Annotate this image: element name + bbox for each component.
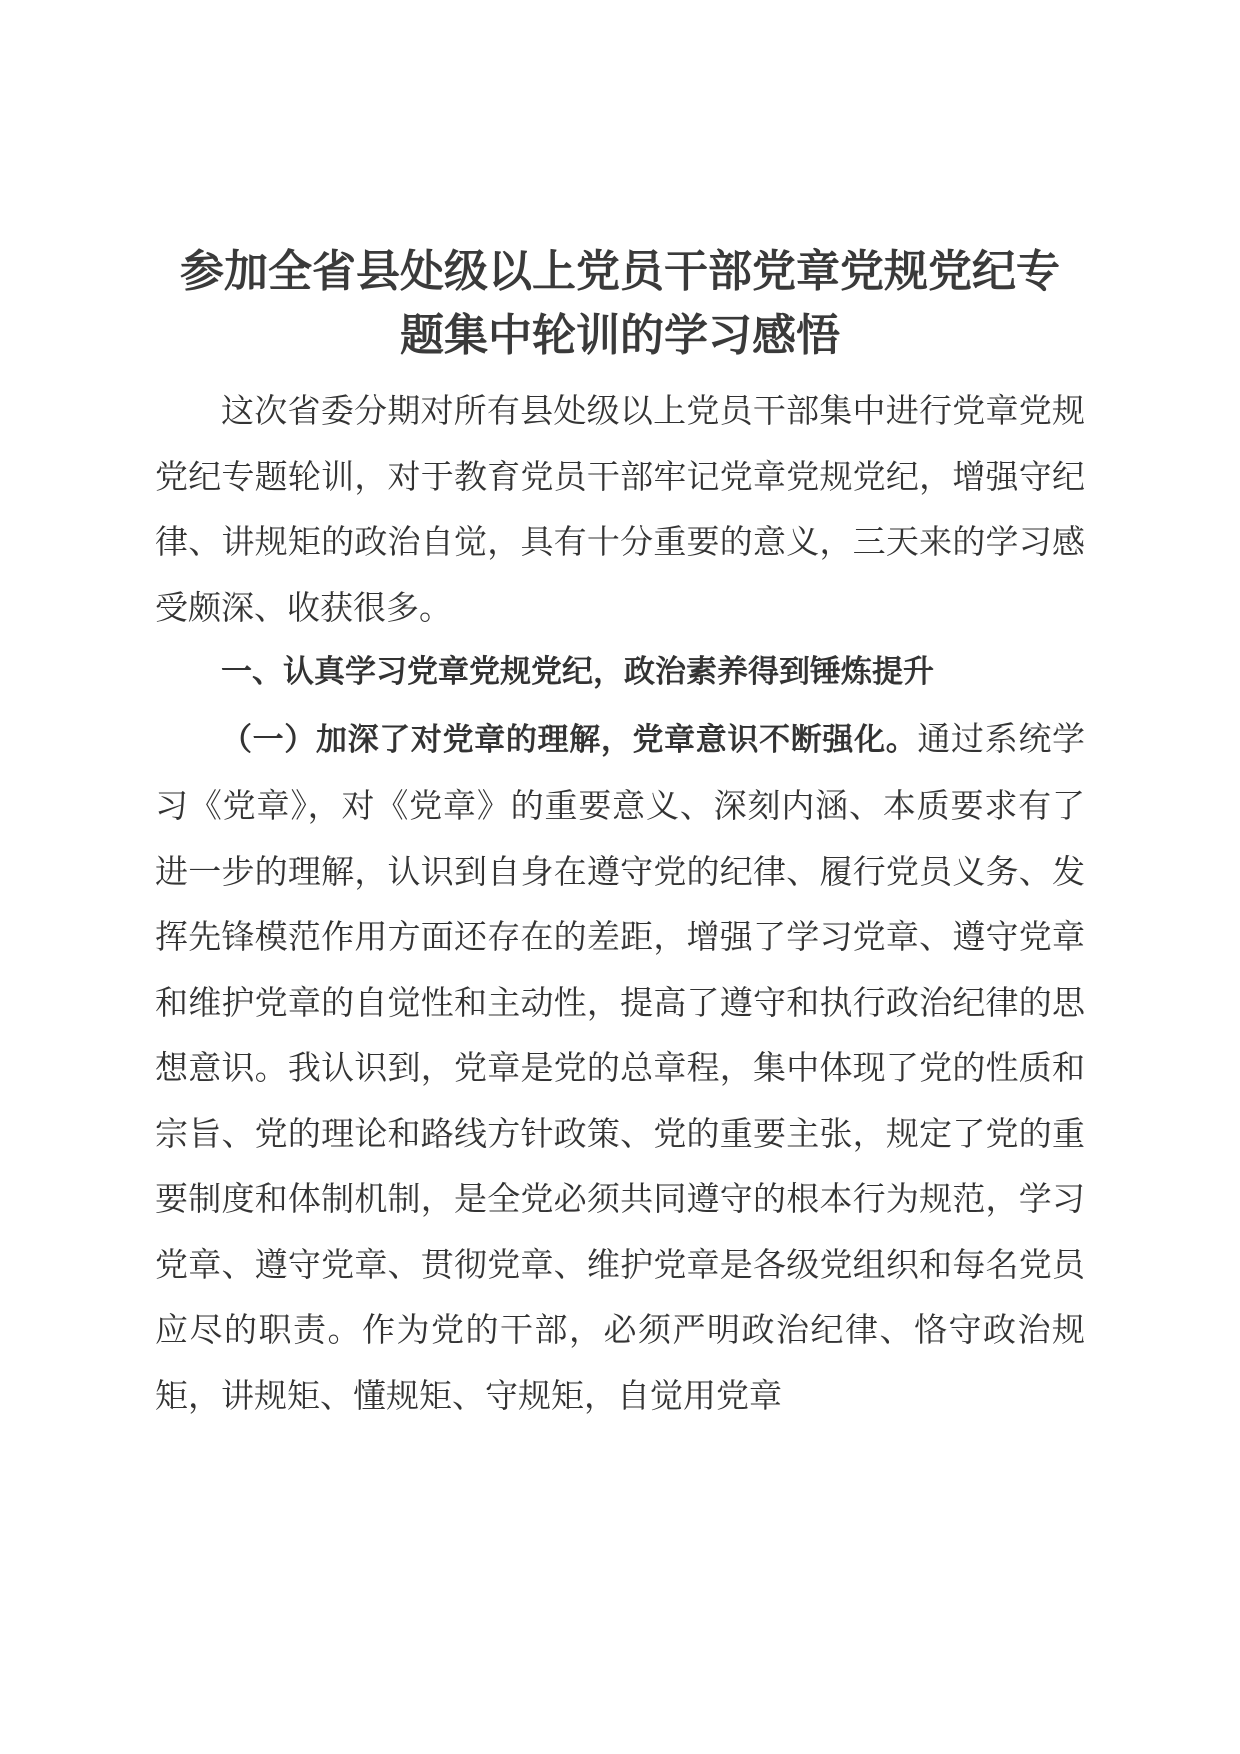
subsection-1-heading: （一）加深了对党章的理解，党章意识不断强化。 [221,721,918,758]
document-body [155,378,1085,1428]
title-line-1: 参加全省县处级以上党员干部党章党规党纪专 [180,246,1060,297]
section-heading-1: 一、认真学习党章党规党纪，政治素养得到锤炼提升 [221,654,934,690]
title-line-2: 题集中轮训的学习感悟 [400,310,840,361]
document-page [155,240,1085,1428]
intro-paragraph: 这次省委分期对所有县处级以上党员干部集中进行党章党规党纪专题轮训，对于教育党员干部牢记党章党规党纪，增强守纪律、讲规矩的政治自觉，具有十分重要的意义，三天来的学习感受颇深、收获很多。 [155,391,1085,627]
subsection-1-paragraph [155,706,1085,1429]
document-title [155,240,1085,368]
subsection-1-body: 通过系统学习《党章》，对《党章》的重要意义、深刻内涵、本质要求有了进一步的理解，认识到自身在遵守党的纪律、履行党员义务、发挥先锋模范作用方面还存在的差距，增强了学习党章、遵守党章和维护党章的自觉性和主动性，提高了遵守和执行政治纪律的思想意识。我认识到，党章是党的总章程，集中体现了党的性质和宗旨、党的理论和路线方针政策、党的重要主张，规定了党的重要制度和体制机制，是全党必须共同遵守的根本行为规范，学习党章、遵守党章、贯彻党章、维护党章是各级党组织和每名党员应尽的职责。作为党的干部，必须严明政治纪律、恪守政治规矩，讲规矩、懂规矩、守规矩，自觉用党章 [155,718,1086,1415]
